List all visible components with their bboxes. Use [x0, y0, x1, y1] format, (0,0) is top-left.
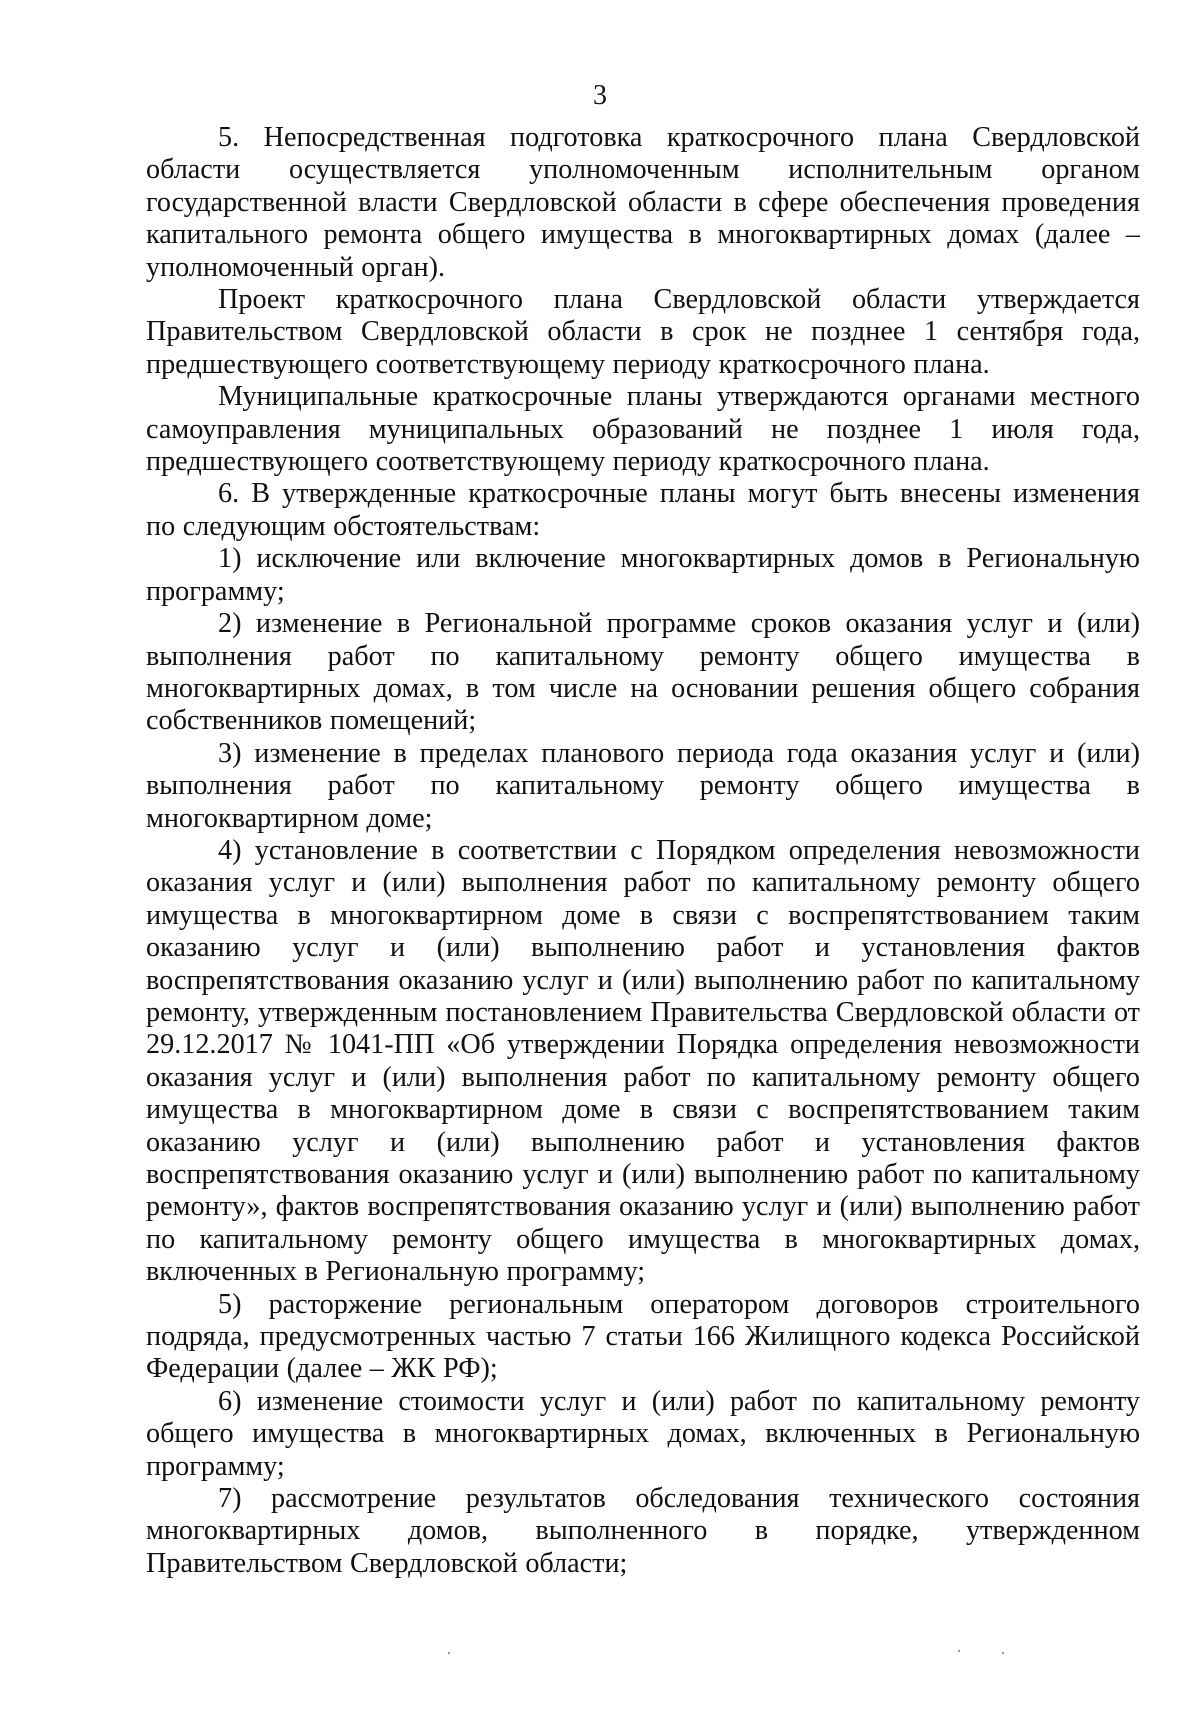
scan-speck	[958, 1650, 960, 1652]
list-item-6: 6) изменение стоимости услуг и (или) работ по капитальному ремонту общего имущества в многоквартирных домах, включенных в Региональную программу;	[146, 1385, 1140, 1482]
list-item-2: 2) изменение в Региональной программе сроков оказания услуг и (или) выполнения работ по капитальному ремонту общего имущества в многоквартирных домах, в том числе на основании решения общего собрания собственников помещений;	[146, 608, 1140, 737]
paragraph-municipal: Муниципальные краткосрочные планы утверждаются органами местного самоуправления муниципальных образований не позднее 1 июля года, предшествующего соответствующему периоду краткосрочного плана.	[146, 381, 1140, 478]
list-item-3: 3) изменение в пределах планового периода года оказания услуг и (или) выполнения работ по капитальному ремонту общего имущества в многоквартирном доме;	[146, 737, 1140, 834]
list-item-7: 7) рассмотрение результатов обследования технического состояния многоквартирных домов, выполненного в порядке, утвержденном Правительством Свердловской области;	[146, 1483, 1140, 1579]
scan-speck	[448, 1652, 450, 1654]
document-body	[146, 122, 1140, 1580]
scan-speck	[1002, 1652, 1004, 1654]
paragraph-6: 6. В утвержденные краткосрочные планы могут быть внесены изменения по следующим обстоятельствам:	[146, 478, 1140, 542]
list-item-4: 4) установление в соответствии с Порядком определения невозможности оказания услуг и (или) выполнения работ по капитальному ремонту общего имущества в многоквартирном доме в связи с воспрепятствованием таким оказанию услуг и (или) выполнению работ и установления фактов воспрепятствования оказанию услуг и (или) выполнению работ по капитальному ремонту, утвержденным постановлением Правительства Свердловской области от 29.12.2017 № 1041-ПП «Об утверждении Порядка определения невозможности оказания услуг и (или) выполнения работ по капитальному ремонту общего имущества в многоквартирном доме в связи с воспрепятствованием таким оказанию услуг и (или) выполнению работ и установления фактов воспрепятствования оказанию услуг и (или) выполнению работ по капитальному ремонту», фактов воспрепятствования оказанию услуг и (или) выполнению работ по капитальному ремонту общего имущества в многоквартирных домах, включенных в Региональную программу;	[146, 834, 1140, 1288]
list-item-1: 1) исключение или включение многоквартирных домов в Региональную программу;	[146, 543, 1140, 607]
page-number: 3	[593, 80, 607, 111]
list-item-5: 5) расторжение региональным оператором договоров строительного подряда, предусмотренных частью 7 статьи 166 Жилищного кодекса Российской Федерации (далее – ЖК РФ);	[146, 1288, 1140, 1385]
paragraph-5: 5. Непосредственная подготовка краткосрочного плана Свердловской области осуществляется уполномоченным исполнительным органом государственной власти Свердловской области в сфере обеспечения проведения капитального ремонта общего имущества в многоквартирных домах (далее – уполномоченный орган).	[146, 122, 1140, 283]
paragraph-project: Проект краткосрочного плана Свердловской области утверждается Правительством Свердловской области в срок не позднее 1 сентября года, предшествующего соответствующему периоду краткосрочного плана.	[146, 284, 1140, 380]
